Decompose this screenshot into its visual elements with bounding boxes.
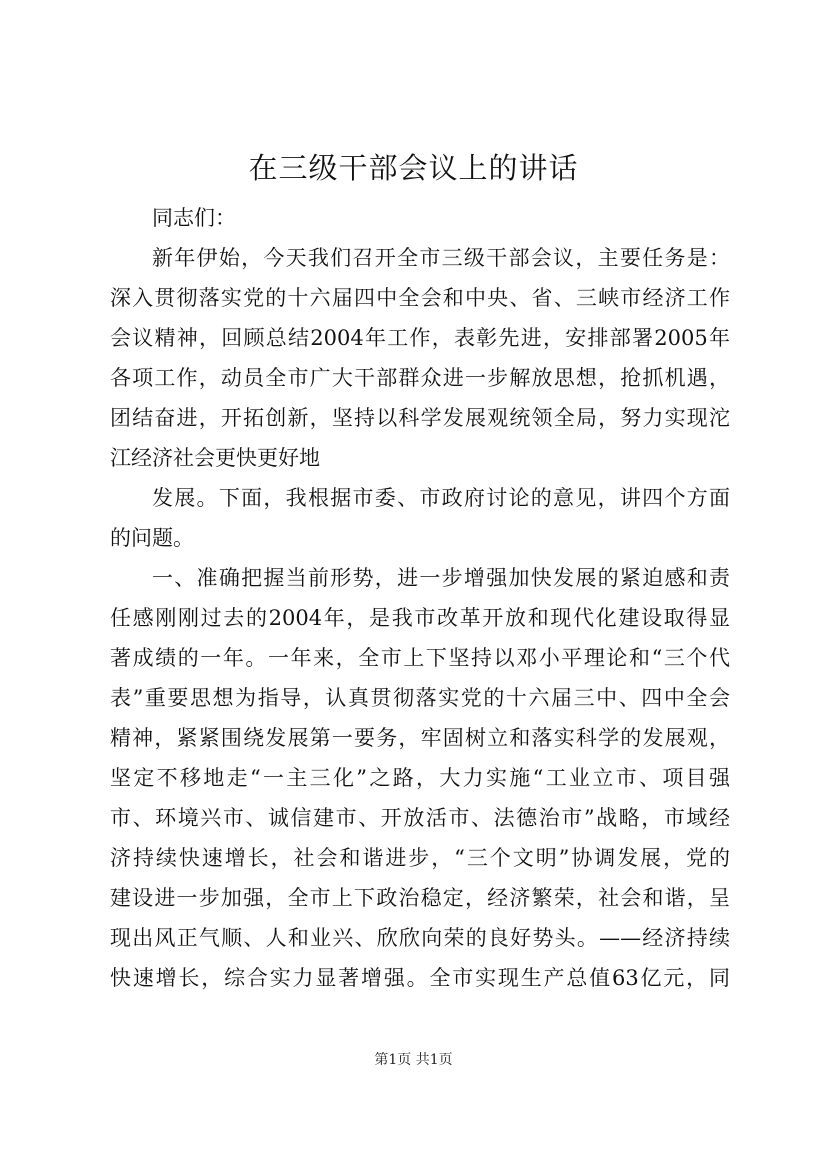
body-line: 团结奋进，开拓创新，坚持以科学发展观统领全局，努力实现沱 (110, 406, 730, 430)
body-line: 发展。下面，我根据市委、市政府讨论的意见，讲四个方面 (152, 486, 730, 510)
body-line: 江经济社会更快更好地 (110, 446, 320, 470)
body-line: 精神，紧紧围绕发展第一要务，牢固树立和落实科学的发展观， (110, 726, 730, 750)
body-line: 一、准确把握当前形势，进一步增强加快发展的紧迫感和责 (152, 566, 730, 590)
document-body (110, 198, 730, 998)
document-title: 在三级干部会议上的讲话 (248, 151, 579, 185)
body-line: 任感刚刚过去的2004年，是我市改革开放和现代化建设取得显 (110, 606, 730, 630)
body-line: 各项工作，动员全市广大干部群众进一步解放思想，抢抓机遇， (110, 366, 730, 390)
body-line: 会议精神，回顾总结2004年工作，表彰先进，安排部署2005年 (110, 326, 730, 350)
body-line: 快速增长，综合实力显著增强。全市实现生产总值63亿元，同 (110, 966, 730, 990)
body-line: 著成绩的一年。一年来，全市上下坚持以邓小平理论和“三个代 (110, 646, 730, 670)
body-line: 新年伊始，今天我们召开全市三级干部会议，主要任务是： (152, 246, 730, 270)
body-line: 同志们： (152, 206, 236, 230)
body-line: 建设进一步加强，全市上下政治稳定，经济繁荣，社会和谐，呈 (110, 886, 730, 910)
body-line: 济持续快速增长，社会和谐进步，“三个文明”协调发展，党的 (110, 846, 730, 870)
body-line: 的问题。 (110, 526, 194, 550)
body-line: 市、环境兴市、诚信建市、开放活市、法德治市”战略，市域经 (110, 806, 730, 830)
body-line: 现出风正气顺、人和业兴、欣欣向荣的良好势头。——经济持续 (110, 926, 730, 950)
body-line: 表”重要思想为指导，认真贯彻落实党的十六届三中、四中全会 (110, 686, 730, 710)
body-line: 坚定不移地走“一主三化”之路，大力实施“工业立市、项目强 (110, 766, 730, 790)
page-footer: 第1页 共1页 (374, 1052, 453, 1068)
body-line: 深入贯彻落实党的十六届四中全会和中央、省、三峡市经济工作 (110, 286, 730, 310)
